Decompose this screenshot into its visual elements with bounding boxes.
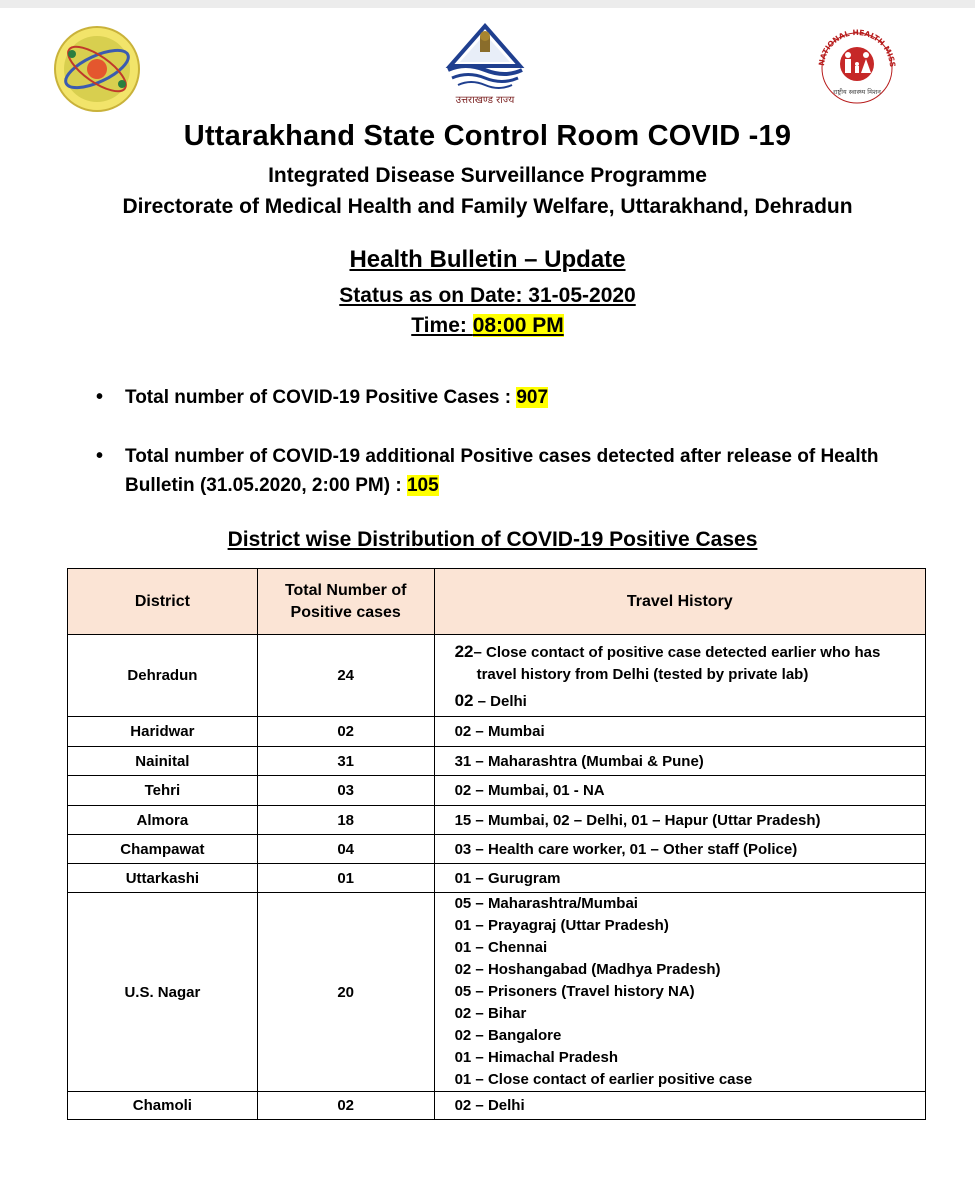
table-row xyxy=(68,776,926,806)
total-cases-bullet xyxy=(125,383,925,412)
district-cell: Almora xyxy=(68,806,258,835)
total-cases-value: 907 xyxy=(516,387,549,408)
district-table xyxy=(67,568,926,1120)
travel-cell: 01 – Gurugram xyxy=(434,864,925,893)
status-date: Status as on Date: 31-05-2020 xyxy=(339,284,636,307)
table-row xyxy=(68,1092,926,1120)
district-cell: Nainital xyxy=(68,747,258,776)
district-cell: Uttarkashi xyxy=(68,864,258,893)
uttarakhand-emblem xyxy=(440,22,530,104)
additional-cases-bullet xyxy=(125,442,925,500)
district-cell: Tehri xyxy=(68,776,258,806)
directorate-subtitle: Directorate of Medical Health and Family Welfare, Uttarakhand, Dehradun xyxy=(122,195,853,218)
travel-cell: 02 – Mumbai xyxy=(434,717,925,747)
nhm-ring-text: NATIONAL HEALTH MISS xyxy=(816,27,898,68)
district-cell: Champawat xyxy=(68,835,258,864)
travel-cell: 31 – Maharashtra (Mumbai & Pune) xyxy=(434,747,925,776)
total-cases-label: Total number of COVID-19 Positive Cases : xyxy=(125,387,517,408)
header-total: Total Number of Positive cases xyxy=(257,569,434,635)
table-row xyxy=(68,747,926,776)
total-cell: 24 xyxy=(257,635,434,717)
travel-cell: 22– Close contact of positive case detected earlier who has travel history from Delhi (tested by private lab) 02 – Delhi xyxy=(434,635,925,717)
idsp-logo xyxy=(52,24,142,114)
table-row xyxy=(68,806,926,835)
nhm-logo xyxy=(812,24,902,104)
total-cell: 31 xyxy=(257,747,434,776)
time-label: Time: xyxy=(411,314,473,337)
district-cell: Dehradun xyxy=(68,635,258,717)
table-row xyxy=(68,864,926,893)
travel-cell: 02 – Delhi xyxy=(434,1092,925,1120)
programme-subtitle: Integrated Disease Surveillance Programme xyxy=(268,164,707,187)
header-travel: Travel History xyxy=(434,569,925,635)
table-row xyxy=(68,635,926,717)
emblem-caption: उत्तराखण्ड राज्य xyxy=(455,95,515,106)
district-cell: Haridwar xyxy=(68,717,258,747)
total-cell: 03 xyxy=(257,776,434,806)
travel-cell: 05 – Maharashtra/Mumbai 01 – Prayagraj (Uttar Pradesh) 01 – Chennai 02 – Hoshangabad (Madhya Pradesh) 05 – Prisoners (Travel history NA) 02 – Bihar 02 – Bangalore 01 – Himachal Pradesh 01 – Close contact of earlier positive case xyxy=(434,893,925,1092)
table-header-row xyxy=(68,569,926,635)
additional-cases-value: 105 xyxy=(406,475,439,496)
nhm-caption: राष्ट्रीय स्वास्थ्य मिशन xyxy=(833,88,881,96)
district-cell: U.S. Nagar xyxy=(68,893,258,1092)
total-cell: 02 xyxy=(257,1092,434,1120)
travel-cell: 02 – Mumbai, 01 - NA xyxy=(434,776,925,806)
page-title: Uttarakhand State Control Room COVID -19 xyxy=(183,120,792,152)
top-strip xyxy=(0,0,975,8)
emblem-icon xyxy=(440,22,530,90)
total-cell: 18 xyxy=(257,806,434,835)
bulletin-title: Health Bulletin – Update xyxy=(349,246,626,273)
bulletin-time xyxy=(0,314,975,338)
table-row xyxy=(68,835,926,864)
additional-cases-label: Total number of COVID-19 additional Positive cases detected after release of Health Bulletin (31.05.2020, 2:00 PM) : xyxy=(125,446,879,496)
total-cell: 04 xyxy=(257,835,434,864)
district-cell: Chamoli xyxy=(68,1092,258,1120)
table-row xyxy=(68,717,926,747)
total-cell: 01 xyxy=(257,864,434,893)
total-cell: 02 xyxy=(257,717,434,747)
table-title: District wise Distribution of COVID-19 Positive Cases xyxy=(227,528,758,551)
time-value: 08:00 PM xyxy=(472,314,564,337)
travel-cell: 03 – Health care worker, 01 – Other staff (Police) xyxy=(434,835,925,864)
table-row xyxy=(68,893,926,1092)
travel-cell: 15 – Mumbai, 02 – Delhi, 01 – Hapur (Uttar Pradesh) xyxy=(434,806,925,835)
total-cell: 20 xyxy=(257,893,434,1092)
header-district: District xyxy=(68,569,258,635)
